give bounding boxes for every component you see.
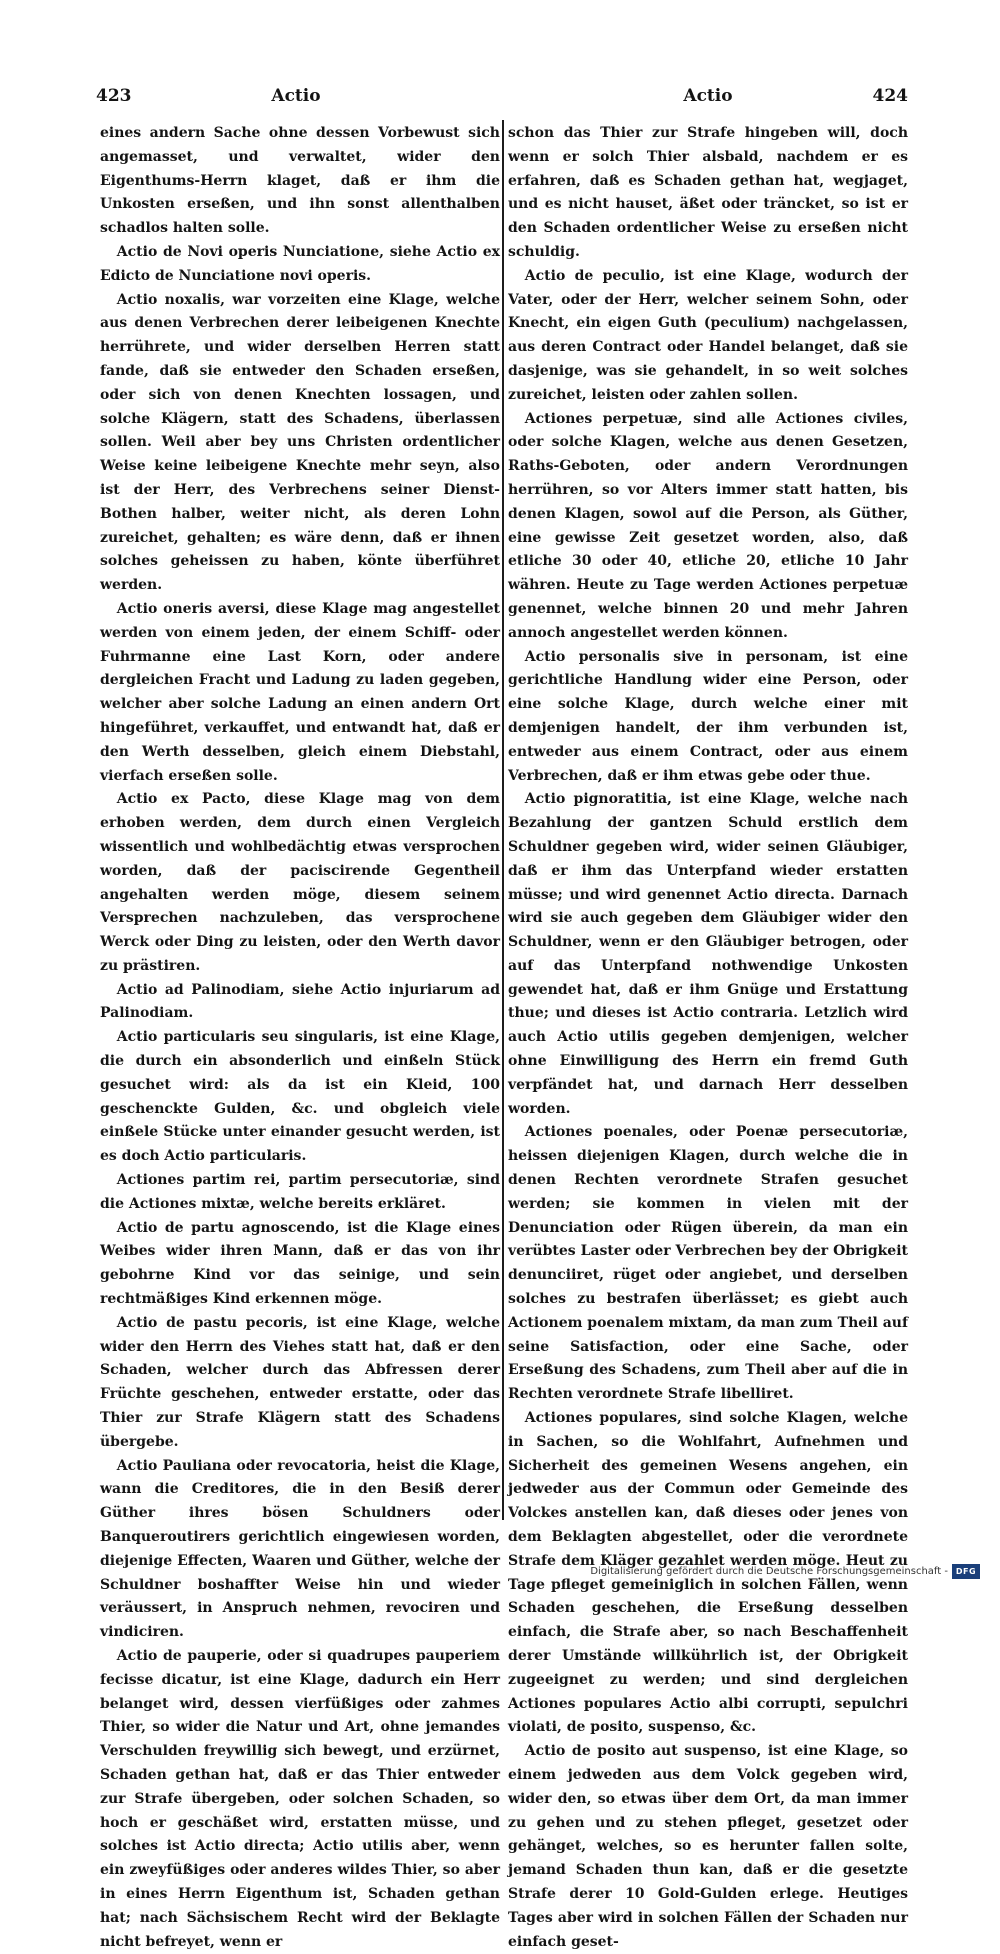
lexicon-entry: Actio de posito aut suspenso, ist eine Klage, so einem jedweden aus dem Volck gegeben wird, wider den, so etwas über dem Ort, da man immer zu gehen und zu stehen pfleget, gesetzet oder gehänget, welches, so es herunter fallen solte, jemand Schaden thun kan, daß er die gesetzte Strafe derer 10 Gold-Gulden erlege. Heutiges Tages aber wird in solchen Fällen der Schaden nur einfach geset- — [508, 1743, 908, 1950]
lexicon-entry: Actio noxalis, war vorzeiten eine Klage, welche aus denen Verbrechen derer leibeigenen Knechte herrührete, und wider derselben Herren statt fande, daß sie entweder den Schaden erseßen, oder sich von denen Knechten lossagen, und solche Klägern, statt des Schadens, überlassen sollen. Weil aber bey uns Christen ordentlicher Weise keine leibeigene Knechte mehr seyn, also ist der Herr, des Verbrechens seiner Dienst-Bothen halber, weiter nicht, als deren Lohn zureichet, gehalten; es wäre denn, daß er ihnen solches geheissen zu haben, könte überführet werden. — [100, 291, 500, 594]
lexicon-entry: Actio ad Palinodiam, siehe Actio injuriarum ad Palinodiam. — [100, 981, 500, 1022]
digitization-footer — [590, 1564, 980, 1580]
page-header-left — [96, 86, 496, 116]
lexicon-entry: Actio pignoratitia, ist eine Klage, welche nach Bezahlung der gantzen Schuld erstlich dem Schuldner gegeben wird, wider seinen Gläubiger, daß er ihm das Unterpfand wieder erstatten müsse; und wird genennet Actio directa. Darnach wird sie auch gegeben dem Gläubiger wider den Schuldner, wenn er den Gläubiger betrogen, oder auf das Unterpfand nothwendige Unkosten gewendet hat, daß er ihm Gnüge und Erstattung thue; und dieses ist Actio contraria. Letzlich wird auch Actio utilis gegeben demjenigen, welcher ohne Einwilligung des Herrn ein fremd Guth verpfändet hat, und darnach Herr desselben worden. — [508, 791, 908, 1117]
lexicon-entry: Actio de partu agnoscendo, ist die Klage eines Weibes wider ihren Mann, daß er das von ihr gebohrne Kind vor das seinige, und sein rechtmäßiges Kind erkennen möge. — [100, 1219, 500, 1308]
lexicon-entry: Actiones poenales, oder Poenæ persecutoriæ, heissen diejenigen Klagen, durch welche die in denen Rechten verordnete Strafen gesuchet werden; sie kommen in vielen mit der Denunciation oder Rügen überein, da man ein verübtes Laster oder Verbrechen bey der Obrigkeit denunciiret, rüget oder angiebet, und derselben solches zu bestrafen überlässet; es giebt auch Actionem poenalem mixtam, da man zum Theil auf seine Satisfaction, oder eine Sache, oder Erseßung des Schadens, zum Theil aber auf die in Rechten verordnete Strafe libelliret. — [508, 1124, 908, 1403]
page-header-right — [508, 86, 908, 116]
lexicon-entry: schon das Thier zur Strafe hingeben will, doch wenn er solch Thier alsbald, nachdem er es erfahren, daß es Schaden gethan hat, wegjaget, und es nicht hauset, äßet oder träncket, so ist er den Schaden ordentlicher Weise zu erseßen nicht schuldig. — [508, 125, 908, 260]
lexicon-entry: Actio oneris aversi, diese Klage mag angestellet werden von einem jeden, der einem Schiff- oder Fuhrmanne eine Last Korn, oder andere dergleichen Fracht und Ladung zu laden gegeben, welcher aber solche Ladung an einen andern Ort hingeführet, verkauffet, und entwandt hat, daß er den Werth desselben, gleich einem Diebstahl, vierfach erseßen solle. — [100, 600, 500, 784]
left-column — [100, 122, 500, 1950]
lexicon-entry: Actio de pauperie, oder si quadrupes pauperiem fecisse dicatur, ist eine Klage, dadurch ein Herr belanget wird, dessen vierfüßiges oder zahmes Thier, so wider die Natur und Art, ohne jemandes Verschulden freywillig sich bewegt, und erzürnet, Schaden gethan hat, daß er das Thier entweder zur Strafe übergeben, oder solchen Schaden, so hoch er geschäßet wird, erstatten müsse, und solches ist Actio directa; Actio utilis aber, wenn ein zweyfüßiges oder anderes wildes Thier, so aber in eines Herrn Eigenthum ist, Schaden gethan hat; nach Sächsischem Recht wird der Beklagte nicht befreyet, wenn er — [100, 1648, 500, 1950]
lexicon-entry: Actiones populares, sind solche Klagen, welche in Sachen, so die Wohlfahrt, Aufnehmen und Sicherheit des gemeinen Wesens angehen, ein jedweder aus der Commun oder Gemeinde des Volckes anstellen kan, daß dieses oder jenes von dem Beklagten abgestellet, oder die verordnete Strafe dem Kläger gezahlet werden möge. Heut zu Tage pfleget gemeiniglich in solchen Fällen, wenn Schaden geschehen, die Erseßung desselben einfach, die Strafe aber, so nach Beschaffenheit derer Umstände willkührlich ist, der Obrigkeit zugeeignet zu werden; und sind dergleichen Actiones populares Actio albi corrupti, sepulchri violati, de posito, suspenso, &c. — [508, 1410, 908, 1736]
lexicon-entry: Actio Pauliana oder revocatoria, heist die Klage, wann die Creditores, die in den Besiß derer Güther ihres bösen Schuldners oder Banqueroutirers gerichtlich eingewiesen worden, diejenige Effecten, Waaren und Güther, welche der Schuldner boshaffter Weise hin und wieder veräussert, in Anspruch nehmen, revociren und vindiciren. — [100, 1457, 500, 1641]
lexicon-entry: Actio de Novi operis Nunciatione, siehe Actio ex Edicto de Nunciatione novi operis. — [100, 243, 500, 284]
running-head-right: Actio — [683, 86, 733, 106]
page-number-right: 424 — [872, 86, 908, 106]
page-number-left: 423 — [96, 86, 132, 106]
lexicon-entry: Actio particularis seu singularis, ist eine Klage, die durch ein absonderlich und einßeln Stück gesuchet wird: als da ist ein Kleid, 100 geschenckte Gulden, &c. und obgleich viele einßele Stücke unter einander gesucht werden, ist es doch Actio particularis. — [100, 1029, 500, 1165]
lexicon-entry: Actio de pastu pecoris, ist eine Klage, welche wider den Herrn des Viehes statt hat, daß er den Schaden, welcher durch das Abfressen derer Früchte geschehen, entweder erstatte, oder das Thier zur Strafe Klägern statt des Schadens übergebe. — [100, 1314, 500, 1450]
lexicon-entry: Actiones perpetuæ, sind alle Actiones civiles, oder solche Klagen, welche aus denen Gesetzen, Raths-Geboten, oder andern Verordnungen herrühren, so vor Alters immer statt hatten, bis denen Klagen, sowol auf die Person, als Güther, eine gewisse Zeit gesetzet worden, also, daß etliche 30 oder 40, etliche 20, etliche 10 Jahr währen. Heute zu Tage werden Actiones perpetuæ genennet, welche binnen 20 und mehr Jahren annoch angestellet werden können. — [508, 410, 908, 641]
lexicon-entry: Actio ex Pacto, diese Klage mag von dem erhoben werden, dem durch einen Vergleich wissentlich und wohlbedächtig etwas versprochen worden, daß der paciscirende Gegentheil angehalten werden möge, diesem seinem Versprechen nachzuleben, das versprochene Werck oder Ding zu leisten, oder den Werth davor zu prästiren. — [100, 791, 500, 974]
lexicon-entry: Actio de peculio, ist eine Klage, wodurch der Vater, oder der Herr, welcher seinem Sohn, oder Knecht, ein eigen Guth (peculium) nachgelassen, aus deren Contract oder Handel belanget, daß sie dasjenige, was sie gehandelt, in so weit solches zureichet, leisten oder zahlen sollen. — [508, 267, 908, 403]
lexicon-entry: eines andern Sache ohne dessen Vorbewust sich angemasset, und verwaltet, wider den Eigenthums-Herrn klaget, daß er ihm die Unkosten erseßen, und ihn sonst allenthalben schadlos halten solle. — [100, 125, 500, 237]
running-head-left: Actio — [271, 86, 321, 106]
lexicon-entry: Actio personalis sive in personam, ist eine gerichtliche Handlung wider eine Person, oder eine solche Klage, durch welche einer mit demjenigen handelt, der ihm verbunden ist, entweder aus einem Contract, oder aus einem Verbrechen, daß er ihm etwas gebe oder thue. — [508, 648, 908, 784]
dfg-logo: DFG — [952, 1564, 980, 1579]
lexicon-entry: Actiones partim rei, partim persecutoriæ, sind die Actiones mixtæ, welche bereits erkläret. — [100, 1172, 500, 1212]
footer-text: Digitalisierung gefördert durch die Deutsche Forschungsgemeinschaft - — [590, 1566, 948, 1577]
column-divider — [502, 120, 504, 1520]
